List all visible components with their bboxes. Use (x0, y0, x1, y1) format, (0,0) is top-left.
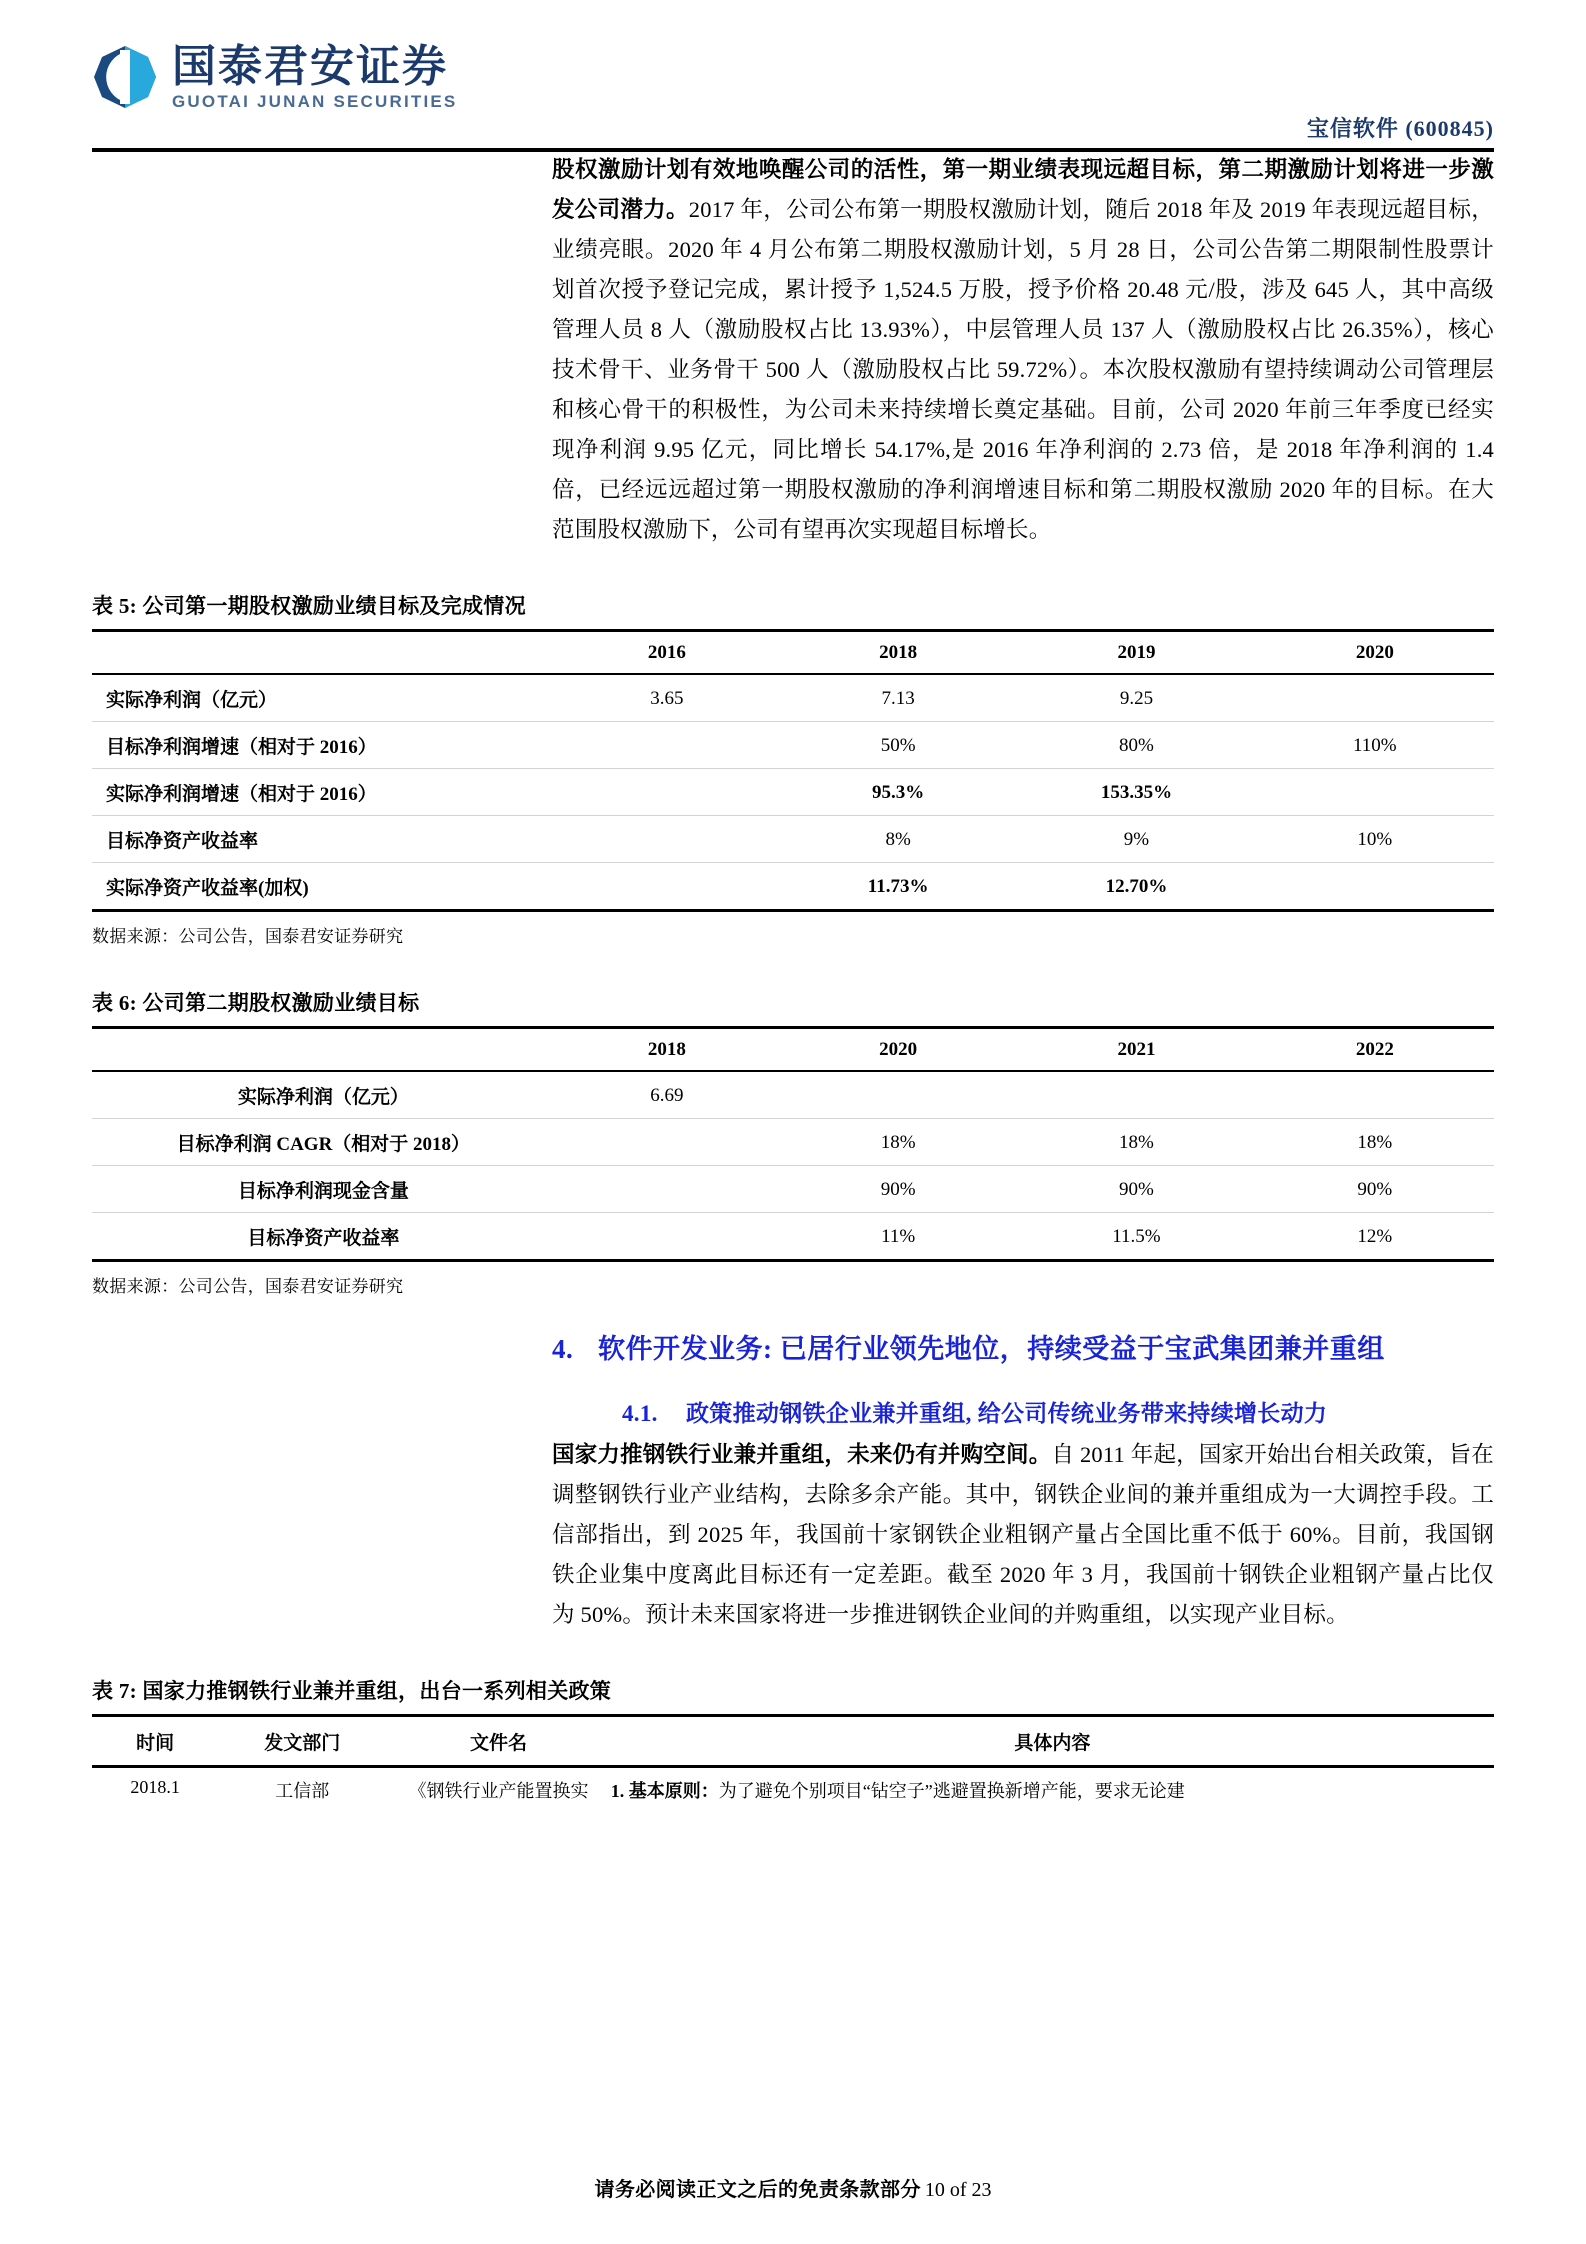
spacer (92, 550, 1494, 590)
table7 (92, 1714, 1494, 1809)
table7-body (92, 1767, 1494, 1810)
table5-col-1: 2016 (647, 642, 686, 663)
table5-row3-label: 目标净资产收益率 (106, 831, 259, 852)
paragraph-equity-incentive (552, 150, 1494, 550)
table6-col-3: 2021 (1117, 1039, 1156, 1060)
table5-header-row (92, 631, 1494, 675)
guotai-junan-logo-icon (92, 44, 158, 110)
table6-body (92, 1071, 1494, 1261)
table6-row1-label: 目标净利润 CAGR（相对于 2018） (176, 1134, 471, 1155)
table6-row0-v2 (1017, 1071, 1255, 1119)
table6-title: 表 6: 公司第二期股权激励业绩目标 (92, 991, 420, 1015)
table7-header-row (92, 1716, 1494, 1767)
paragraph-1-lead: 股权激励计划有效地唤醒公司的活性，第一期业绩表现远超目标，第二期激励计划将进一步激发公司潜力。 (552, 157, 1494, 222)
table5-row4-v0 (555, 863, 779, 911)
table6-row3-v2: 11.5% (1112, 1225, 1161, 1247)
table6-row0-v1 (779, 1071, 1017, 1119)
brand-logo (92, 41, 458, 111)
table6-col-1: 2018 (647, 1039, 686, 1060)
table6-row0-label: 实际净利润（亿元） (237, 1087, 409, 1108)
table6-source: 数据来源：公司公告，国泰君安证券研究 (92, 1277, 404, 1296)
table5-col-4: 2020 (1355, 642, 1394, 663)
table6-col-4: 2022 (1355, 1039, 1394, 1060)
stock-ticker-label: 宝信软件 (600845) (1306, 116, 1494, 141)
table6-row2-label: 目标净利润现金含量 (237, 1181, 409, 1202)
section-4-title: 软件开发业务: 已居行业领先地位，持续受益于宝武集团兼并重组 (598, 1334, 1385, 1364)
header-divider (92, 148, 1494, 152)
table6-row2-v1: 90% (880, 1178, 916, 1200)
table5-row2-v3 (1256, 769, 1494, 816)
table5-row4-v2: 12.70% (1105, 875, 1168, 897)
table6-row2-v2: 90% (1119, 1178, 1154, 1200)
table5-source: 数据来源：公司公告，国泰君安证券研究 (92, 927, 404, 946)
table6-row1-v3: 18% (1357, 1131, 1393, 1153)
table5-row1-v3: 110% (1353, 734, 1397, 756)
table5-row3-v3: 10% (1357, 828, 1393, 850)
table5-row1-v2: 80% (1119, 734, 1154, 756)
table6-row3-v1: 11% (881, 1225, 916, 1247)
page-footer (0, 2173, 1586, 2202)
table7-col-time: 时间 (136, 1733, 175, 1754)
table6-row3-v0 (555, 1213, 779, 1261)
table5-row3-v2: 9% (1123, 828, 1150, 850)
table6-row3-v3: 12% (1357, 1225, 1393, 1247)
table7-col-content: 具体内容 (1014, 1733, 1091, 1754)
table6 (92, 1026, 1494, 1262)
table-row (92, 1213, 1494, 1261)
table7-row0-time: 2018.1 (130, 1777, 180, 1797)
table5-head (92, 631, 1494, 675)
table5-body (92, 674, 1494, 911)
table6-row0-v3 (1256, 1071, 1494, 1119)
table-row (92, 769, 1494, 816)
table6-row1-v2: 18% (1119, 1131, 1154, 1153)
paragraph-1-body: 2017 年，公司公布第一期股权激励计划，随后 2018 年及 2019 年表现远超目标，业绩亮眼。2020 年 4 月公布第二期股权激励计划，5 月 28 日，公司公告第二期限制性股票计划首次授予登记完成，累计授予 1,524.5 万股，授予价格 20.48 元/股，涉及 645 人，其中高级管理人员 8 人（激励股权占比 13.93%），中层管理人员 137 人（激励股权占比 26.35%），核心技术骨干、业务骨干 500 人（激励股权占比 59.72%）。本次股权激励有望持续调动公司管理层和核心骨干的积极性，为公司未来持续增长奠定基础。目前，公司 2020 年前三年季度已经实现净利润 9.95 亿元，同比增长 54.17%,是 2016 年净利润的 2.73 倍，是 2018 年净利润的 1.4 倍，已经远远超过第一期股权激励的净利润增速目标和第二期股权激励 2020 年的目标。在大范围股权激励下，公司有望再次实现超目标增长。 (552, 197, 1494, 542)
brand-name-cn: 国泰君安证券 (172, 41, 448, 91)
brand-name-en: GUOTAI JUNAN SECURITIES (172, 91, 458, 111)
table5-row4-v1: 11.73% (867, 875, 929, 897)
brand-text (172, 41, 458, 111)
table6-head (92, 1028, 1494, 1072)
table7-row0-content (611, 1767, 1494, 1810)
table5-row0-label: 实际净利润（亿元） (106, 690, 278, 711)
table6-col-2: 2020 (879, 1039, 918, 1060)
spacer (92, 1635, 1494, 1675)
paragraph-2-lead: 国家力推钢铁行业兼并重组，未来仍有并购空间。 (552, 1442, 1052, 1467)
table5-row4-v3 (1256, 863, 1494, 911)
table6-row0-v0: 6.69 (650, 1084, 684, 1106)
table-row (92, 674, 1494, 722)
table-row (92, 1071, 1494, 1119)
table5-row0-v2: 9.25 (1119, 687, 1154, 709)
spacer (92, 1297, 1494, 1321)
section-4-number: 4. (552, 1334, 574, 1364)
spacer (92, 947, 1494, 987)
table5-row1-label: 目标净利润增速（相对于 2016） (106, 737, 377, 758)
table-row (92, 1166, 1494, 1213)
table7-row0-content-rest: 为了避免个别项目“钻空子”逃避置换新增产能，要求无论建 (718, 1781, 1185, 1801)
table6-header-row (92, 1028, 1494, 1072)
table5-row2-label: 实际净利润增速（相对于 2016） (106, 784, 377, 805)
table5-row0-v3 (1256, 674, 1494, 722)
paragraph-2-body: 自 2011 年起，国家开始出台相关政策，旨在调整钢铁行业产业结构，去除多余产能。其中，钢铁企业间的兼并重组成为一大调控手段。工信部指出，到 2025 年，我国前十家钢铁企业粗钢产量占全国比重不低于 60%。目前，我国钢铁企业集中度离此目标还有一定差距。截至 2020 年 3 月，我国前十钢铁企业粗钢产量占比仅为 50%。预计未来国家将进一步推进钢铁企业间的并购重组，以实现产业目标。 (552, 1442, 1494, 1627)
table6-col-0 (92, 1028, 555, 1072)
page-content (0, 150, 1586, 1809)
paragraph-steel-merger-policy (552, 1435, 1494, 1635)
table5-title: 表 5: 公司第一期股权激励业绩目标及完成情况 (92, 594, 526, 618)
footer-disclaimer: 请务必阅读正文之后的免责条款部分 (594, 2179, 921, 2201)
table6-row2-v0 (555, 1166, 779, 1213)
table6-row2-v3: 90% (1357, 1178, 1393, 1200)
table-row (92, 863, 1494, 911)
table7-col-file: 文件名 (470, 1733, 528, 1754)
table5-row3-v0 (555, 816, 779, 863)
table5-row2-v1: 95.3% (872, 781, 925, 803)
section-41-number: 4.1. (622, 1401, 658, 1426)
table5-row0-v1: 7.13 (881, 687, 915, 709)
table5 (92, 629, 1494, 912)
table5-col-3: 2019 (1117, 642, 1156, 663)
page-header (0, 0, 1586, 150)
table6-row3-label: 目标净资产收益率 (247, 1228, 400, 1249)
table5-row1-v0 (555, 722, 779, 769)
table7-col-dept: 发文部门 (264, 1733, 341, 1754)
section-41-title: 政策推动钢铁企业兼并重组, 给公司传统业务带来持续增长动力 (686, 1401, 1328, 1426)
table6-row1-v0 (555, 1119, 779, 1166)
table7-row0-dept: 工信部 (275, 1781, 330, 1801)
table7-row0-file: 《钢铁行业产能置换实 (408, 1781, 589, 1801)
table7-head (92, 1716, 1494, 1767)
spacer (92, 1377, 1494, 1393)
table-row (92, 722, 1494, 769)
table-row (92, 816, 1494, 863)
table-row (92, 1767, 1494, 1810)
table-row (92, 1119, 1494, 1166)
table5-row4-label: 实际净资产收益率(加权) (106, 878, 309, 899)
section-41-heading (622, 1393, 1494, 1435)
table6-row1-v1: 18% (880, 1131, 916, 1153)
table5-row1-v1: 50% (880, 734, 916, 756)
footer-page-number: 10 of 23 (924, 2179, 992, 2201)
table5-row2-v2: 153.35% (1100, 781, 1173, 803)
table5-row2-v0 (555, 769, 779, 816)
table7-title: 表 7: 国家力推钢铁行业兼并重组，出台一系列相关政策 (92, 1679, 612, 1703)
table5-col-2: 2018 (879, 642, 918, 663)
table5-row3-v1: 8% (885, 828, 911, 850)
table7-row0-content-lead: 1. 基本原则： (610, 1781, 719, 1801)
table5-row0-v0: 3.65 (650, 687, 684, 709)
section-4-heading (552, 1321, 1494, 1377)
table5-col-0 (92, 631, 555, 675)
